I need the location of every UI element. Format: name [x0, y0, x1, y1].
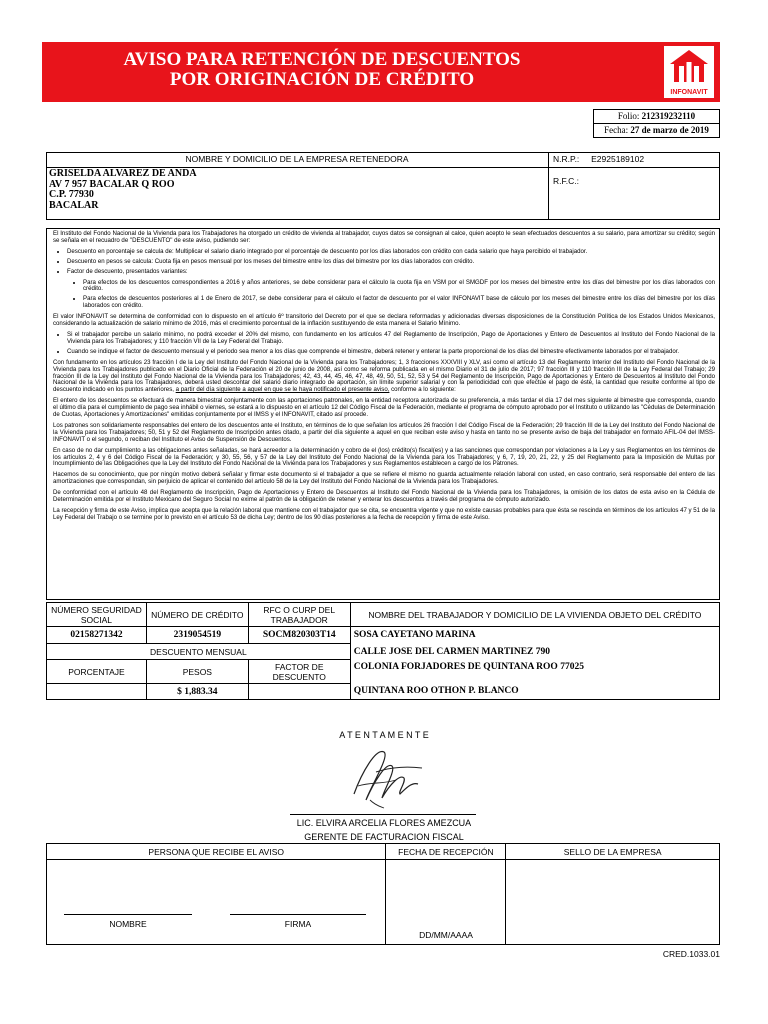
credito-header: NÚMERO DE CRÉDITO [146, 603, 248, 627]
factor-header: FACTOR DE DESCUENTO [248, 660, 350, 684]
receipt-table [46, 843, 720, 945]
legal-paragraph [53, 360, 715, 395]
signature-icon [340, 742, 440, 810]
empresa-address-line1: AV 7 957 BACALAR Q ROO [49, 178, 175, 190]
porcentaje-value [47, 684, 147, 700]
nrp-value: E2925189102 [591, 154, 645, 164]
legal-text-span: conforme a lo siguiente: [391, 386, 456, 394]
nss-header: NÚMERO SEGURIDAD SOCIAL [47, 603, 147, 627]
rfc-label: R.F.C.: [553, 176, 579, 186]
nss-value: 02158271342 [47, 627, 147, 644]
trabajador-calle: CALLE JOSE DEL CARMEN MARTINEZ 790 [350, 644, 719, 660]
trabajador-nombre: SOSA CAYETANO MARINA [350, 627, 719, 644]
logo-text: INFONAVIT [670, 89, 708, 96]
rfc-value: SOCM820303T14 [248, 627, 350, 644]
empresa-city: BACALAR [49, 199, 99, 211]
legal-paragraph: El entero de los descuentos se efectuará de manera bimestral conjuntamente con las aportaciones patronales, en la entidad receptora autorizada de su preferencia, a más tardar el día 17 del mes siguiente al bimestre que corresponda, cuando el último día para el cumplimiento de pago sea inhábil o viernes, se estará a lo dispuesto en el artículo 12 del Código Fiscal de la Federación, mediante el programa de cómputo aprobado por el Instituto o utilizando las "Cédulas de Determinación de Cuotas, Aportaciones y Amortizaciones" emitidas conjuntamente por el IMSS y el INFONAVIT, citado así procede. [53, 397, 715, 419]
legal-paragraph: De conformidad con el artículo 48 del Reglamento de Inscripción, Pago de Aportaciones y Entero de Descuentos al Instituto del Fondo Nacional de la Vivienda para los Trabajadores, la omisión de los datos de esta aviso en la Cédula de Determinación emitida por el Instituto Mexicano del Seguro Social no exime al patrón de la obligación de retener y enterar los descuentos a través del programa de cómputo autorizado. [53, 489, 715, 504]
legal-subbullet: • Para efectos de descuentos posteriores al 1 de Enero de 2017, se debe considerar para el cálculo el factor de descuento por el valor INFONAVIT base de cálculo por los meses del bimestre entre los días del bimestre por los días laborados con crédito. [83, 296, 715, 310]
atentamente: A T E N T A M E N T E [339, 730, 429, 740]
fecha-box [593, 123, 720, 138]
legal-text-span: Con fundamento en los artículos 23 fracción I de la Ley del Instituto del Fondo Nacional de la Vivienda para los Trabajadores; 1, 3 fracciones XXXVIII y XLV, así como el artículo 13 del Reglamento Interior del Instituto del Fondo Nacional de la Vivienda para los Trabajadores publicado en el Diario Oficial de la Federación el 20 de junio de 2008, así como se reforma publicada en el mismo Diario el 31 de julio de 2017; 97 fracción III y 110 fracción III de la Ley Federal del Trabajo; 29 fracción III de la Ley del Instituto del Fondo Nacional de la Vivienda para los Trabajadores; 42, 43, 44, 45, 46, 47, 48, 49, 50, 51, 52, 53 y 54 del Reglamento de Inscripción, Pago de Aportaciones y Entero de Descuentos al Instituto del Fondo Nacional de la Vivienda para los Trabajadores, deberá usted descontar del salario diario integrado de aportación, sin límite superior salarial y con la periodicidad con que efectúe el pago de éste, la cantidad que resulte conforme al tipo de descuento indicado en los puntos anteriores, [53, 358, 715, 394]
legal-bullet: • Descuento en pesos se calcula: Cuota fija en pesos mensual por los meses del bimestre entre los días del bimestre por los días laborados con crédito. [67, 259, 715, 266]
legal-paragraph: La recepción y firma de este Aviso, implica que acepta que la relación laboral que mantiene con el trabajador que se cita, se encuentra vigente y que no existe causas probables para que ésta se rescinda en términos de los artículos 47 y 51 de la Ley Federal del Trabajo o se termine por lo previsto en el artículo 53 de dicha Ley; dentro de los 90 días posteriores a la fecha de recepción y firma de este Aviso. [53, 507, 715, 521]
pesos-value: $ 1,883.34 [146, 684, 248, 700]
legal-bullet: • Cuando se indique el factor de descuento mensual y el periodo sea menor a los días que comprende el bimestre, deberá retener y enterar la parte proporcional de los días del bimestre efectivamente laborados por el trabajador. [67, 349, 715, 356]
sello-cell[interactable] [506, 860, 720, 945]
legal-paragraph: El valor INFONAVIT se determina de conformidad con lo dispuesto en el artículo 6º transitorio del Decreto por el que se declara reformadas y adicionadas diversas disposiciones de la Constitución Política de los Estados Unidos Mexicanos, considerando la actualización de salario mínimo de 2016, más el crecimiento porcentual de la inflación sustituyendo de esta manera el Salario Mínimo. [53, 313, 715, 328]
empresa-name: GRISELDA ALVAREZ DE ANDA [49, 168, 197, 179]
legal-bullet: • Descuento en porcentaje se calcula de: Multiplicar el salario diario integrado por el porcentaje de descuento por los días laborados con crédito con cada salario que haya percibido el trabajador. [67, 249, 715, 256]
nombre-line [64, 914, 192, 915]
legal-paragraph: Hacemos de su conocimiento, que por ningún motivo deberá señalar y firmar este documento si el trabajador a que se refiere el mismo no guarda actualmente relación laboral con usted, en caso contrario, será responsable del entero de las amortizaciones que correspondan, sin perjuicio de aplicar el contenido del artículo 58 de la Ley del Instituto del Fondo Nacional de la Vivienda para los Trabajadores. [53, 471, 715, 486]
fecha-recepcion-header: FECHA DE RECEPCIÓN [386, 844, 506, 860]
trabajador-colonia: COLONIA FORJADORES DE QUINTANA ROO 77025 [350, 660, 719, 684]
persona-cell[interactable] [47, 860, 386, 945]
form-code: CRED.1033.01 [662, 949, 720, 959]
document-header [42, 42, 720, 102]
firmante-cargo: GERENTE DE FACTURACION FISCAL [304, 832, 464, 842]
infonavit-logo [664, 46, 714, 98]
trabajador-municipio: QUINTANA ROO OTHON P. BLANCO [350, 684, 719, 700]
porcentaje-header: PORCENTAJE [47, 660, 147, 684]
legal-subbullet: • Para efectos de los descuentos correspondientes a 2016 y años anteriores, se debe considerar para el cálculo la cuota fija en VSM por el SMGDF por los meses del bimestre entre los días del bimestre por los días laborados con crédito. [83, 280, 715, 294]
sello-header: SELLO DE LA EMPRESA [506, 844, 720, 860]
legal-paragraph: El Instituto del Fondo Nacional de la Vivienda para los Trabajadores ha otorgado un crédito de vivienda al trabajador, cuyos datos se consignan al calce, quien acepto le sean efectuados descuentos a su salario, para amortizar su crédito; según se señala en el recuadro de "DESCUENTO" de este aviso, pudiendo ser: [53, 230, 715, 244]
firma-line [230, 914, 366, 915]
folio-value: 212319232110 [641, 111, 696, 121]
fecha-label: Fecha: [604, 125, 629, 135]
persona-header: PERSONA QUE RECIBE EL AVISO [47, 844, 386, 860]
factor-value [248, 684, 350, 700]
title-line-1: AVISO PARA RETENCIÓN DE DESCUENTOS [123, 49, 521, 70]
title-line-2: POR ORIGINACIÓN DE CRÉDITO [169, 69, 475, 90]
legal-text [46, 228, 720, 600]
firmante-nombre: LIC. ELVIRA ARCELIA FLORES AMEZCUA [296, 818, 472, 828]
legal-bullet: • Factor de descuento, presentados variantes: [67, 269, 715, 276]
credito-value: 2319054519 [146, 627, 248, 644]
pesos-header: PESOS [146, 660, 248, 684]
firma-label: FIRMA [284, 919, 312, 929]
empresa-header: NOMBRE Y DOMICILIO DE LA EMPRESA RETENEDORA [46, 152, 549, 168]
signature-line [290, 814, 476, 815]
rfc-header: RFC O CURP DEL TRABAJADOR [248, 603, 350, 627]
empresa-address [49, 169, 197, 211]
legal-bullet: • Si el trabajador percibe un salario mínimo, no podrá exceder el 20% del mismo, con fundamento en los artículos 47 del Reglamento de Inscripción, Pago de Aportaciones y Entero de Descuentos al Instituto del Fondo Nacional de la Vivienda para los Trabajadores; y 110 fracción VII de la Ley Federal del Trabajo. [67, 332, 715, 346]
legal-paragraph: Los patrones son solidariamente responsables del entero de los descuentos ante el Instituto, en términos de lo que señalan los artículos 26 fracción I del Código Fiscal de la Federación; 29 fracción III de la Ley del Instituto del Fondo Nacional de la Vivienda para los Trabajadores; 50, 51 y 52 del Reglamento de Inscripción antes citado, a partir del día siguiente a aquel en que reciban este aviso y hasta en tanto no se presente aviso de baja del trabajador en formato AFIL-04 del IMSS-INFONAVIT o el segundo, o reciban del Instituto el Aviso de Suspensión de Descuentos. [53, 421, 715, 443]
fecha-formato: DD/MM/AAAA [419, 930, 473, 940]
folio-label: Folio: [617, 111, 640, 121]
fecha-value: 27 de marzo de 2019 [630, 125, 709, 135]
credit-table [46, 602, 720, 700]
house-logo-icon [668, 48, 710, 84]
empresa-address-line2: C.P. 77930 [49, 189, 94, 200]
nrp-label: N.R.P.: [553, 154, 580, 164]
nrp-cell [549, 152, 720, 168]
trabajador-header: NOMBRE DEL TRABAJADOR Y DOMICILIO DE LA VIVIENDA OBJETO DEL CRÉDITO [350, 603, 719, 627]
folio-box [593, 109, 720, 124]
descuento-header: DESCUENTO MENSUAL [47, 644, 351, 660]
nombre-label: NOMBRE [109, 919, 147, 929]
legal-underlined: a partir del día siguiente a aquel en que se le haya notificado el presente aviso, [175, 386, 390, 394]
legal-paragraph: En caso de no dar cumplimiento a las obligaciones antes señaladas, se hará acreedor a la determinación y cobro de el (los) crédito(s) fiscal(es) y a las sanciones que correspondan por violaciones a la Ley y sus Reglamentos en los términos de los artículos 2, 4 y 6 del Código Fiscal de la Federación; y 30, 55, 56, y 57 de la Ley del Instituto del Fondo Nacional de la Vivienda para los Trabajadores; y 6, 7, 19, 20, 21, 22, y 25 del Reglamento para la Imposición de Multas por Incumplimiento de las Obligaciones que la Ley del Instituto del Fondo Nacional de la Vivienda para los Trabajadores y sus Reglamentos establecen a cargo de los Patrones. [53, 446, 715, 468]
